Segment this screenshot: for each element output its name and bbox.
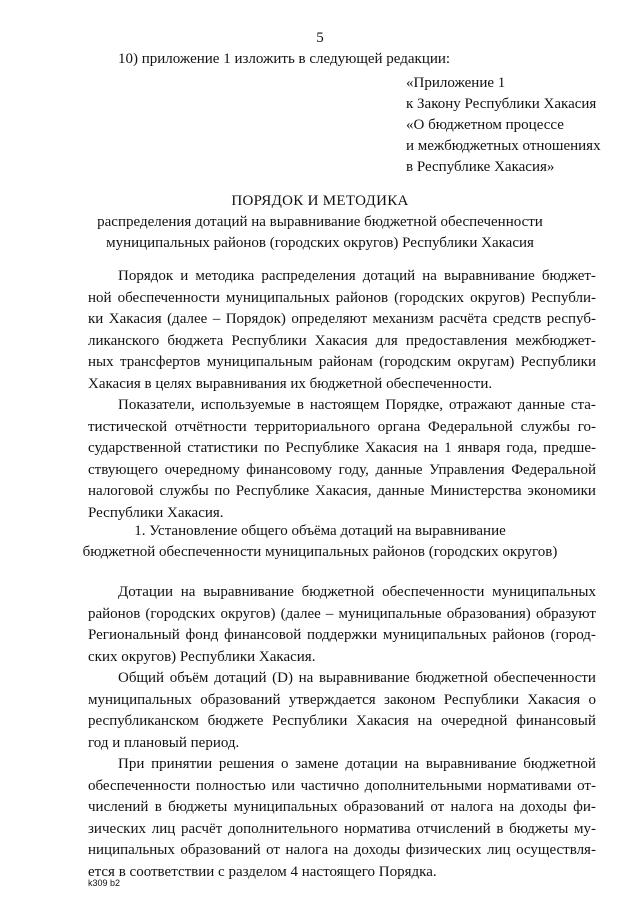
text-line: ликанского бюджета Республики Хакасия для предоставления межбюджет-	[88, 332, 596, 349]
document-title	[0, 191, 640, 254]
text-line: ной обеспеченности муниципальных районов (городских округов) Республи-	[88, 289, 596, 306]
appendix-line: к Закону Республики Хакасия	[406, 96, 597, 112]
text-line: ниципальных образований от налога на доходы физических лиц осуществля-	[88, 842, 596, 858]
text-line: ки Хакасия (далее – Порядок) определяют механизм расчёта средств респуб-	[88, 311, 596, 327]
text-line: республиканском бюджете Республики Хакасия на очередной финансовый	[88, 713, 596, 729]
text-line: Республики Хакасия.	[88, 504, 224, 521]
paragraph	[88, 395, 596, 524]
text-line: Хакасия в целях выравнивания их бюджетной обеспеченности.	[88, 375, 493, 392]
text-line: ется в соответствии с разделом 4 настоящего Порядка.	[88, 863, 437, 880]
text-line: ных трансфертов муниципальным районам (городским округам) Республики	[88, 354, 596, 370]
appendix-line: «Приложение 1	[406, 75, 506, 91]
text-line: Порядок и методика распределения дотаций на выравнивание бюджет-	[118, 268, 596, 284]
paragraph	[88, 668, 596, 754]
text-line: зических лиц расчёт дополнительного норматива отчислений в бюджеты му-	[88, 820, 596, 837]
intro-line: 10) приложение 1 изложить в следующей редакции:	[118, 51, 451, 67]
text-line: числений в бюджеты муниципальных образований от налога на доходы фи-	[88, 799, 596, 815]
text-line: Показатели, используемые в настоящем Порядке, отражают данные ста-	[118, 397, 596, 413]
text-line: год и плановый период.	[88, 734, 240, 751]
text-line: ствующего очередному финансовому году, данные Управления Федеральной	[88, 461, 596, 478]
text-line: муниципальных образований утверждается законом Республики Хакасия о	[88, 691, 596, 708]
appendix-line: в Республике Хакасия»	[406, 159, 555, 175]
text-line: обеспеченности полностью или частично дополнительными нормативами от-	[88, 777, 596, 794]
paragraph	[88, 266, 596, 395]
section-heading	[0, 521, 640, 563]
section-heading-line: 1. Установление общего объёма дотаций на выравнивание	[134, 523, 506, 539]
title-main: ПОРЯДОК И МЕТОДИКА	[231, 193, 409, 209]
appendix-reference	[406, 73, 601, 178]
text-line: тистической отчётности территориального органа Федеральной службы го-	[88, 418, 596, 435]
paragraph	[88, 754, 596, 883]
text-line: ских округов) Республики Хакасия.	[88, 648, 316, 665]
paragraph	[88, 582, 596, 668]
text-line: Общий объём дотаций (D) на выравнивание бюджетной обеспеченности	[118, 670, 596, 686]
appendix-line: «О бюджетном процессе	[406, 117, 564, 133]
text-line: Дотации на выравнивание бюджетной обеспеченности муниципальных	[118, 584, 596, 600]
footer-code: k309 b2	[88, 878, 121, 888]
text-line: Региональный фонд финансовой поддержки муниципальных районов (город-	[88, 627, 596, 643]
title-subline: муниципальных районов (городских округов) Республики Хакасия	[106, 235, 534, 251]
section-heading-line: бюджетной обеспеченности муниципальных районов (городских округов)	[82, 544, 558, 560]
text-line: налоговой службы по Республике Хакасия, данные Министерства экономики	[88, 483, 596, 499]
text-line: сударственной статистики по Республике Хакасия на 1 января года, предше-	[88, 440, 596, 456]
appendix-line: и межбюджетных отношениях	[406, 138, 601, 154]
page-number: 5	[316, 30, 324, 46]
text-line: При принятии решения о замене дотации на выравнивание бюджетной	[118, 756, 596, 772]
text-line: районов (городских округов) (далее – муниципальные образования) образуют	[88, 605, 596, 622]
title-subline: распределения дотаций на выравнивание бюджетной обеспеченности	[97, 214, 543, 230]
